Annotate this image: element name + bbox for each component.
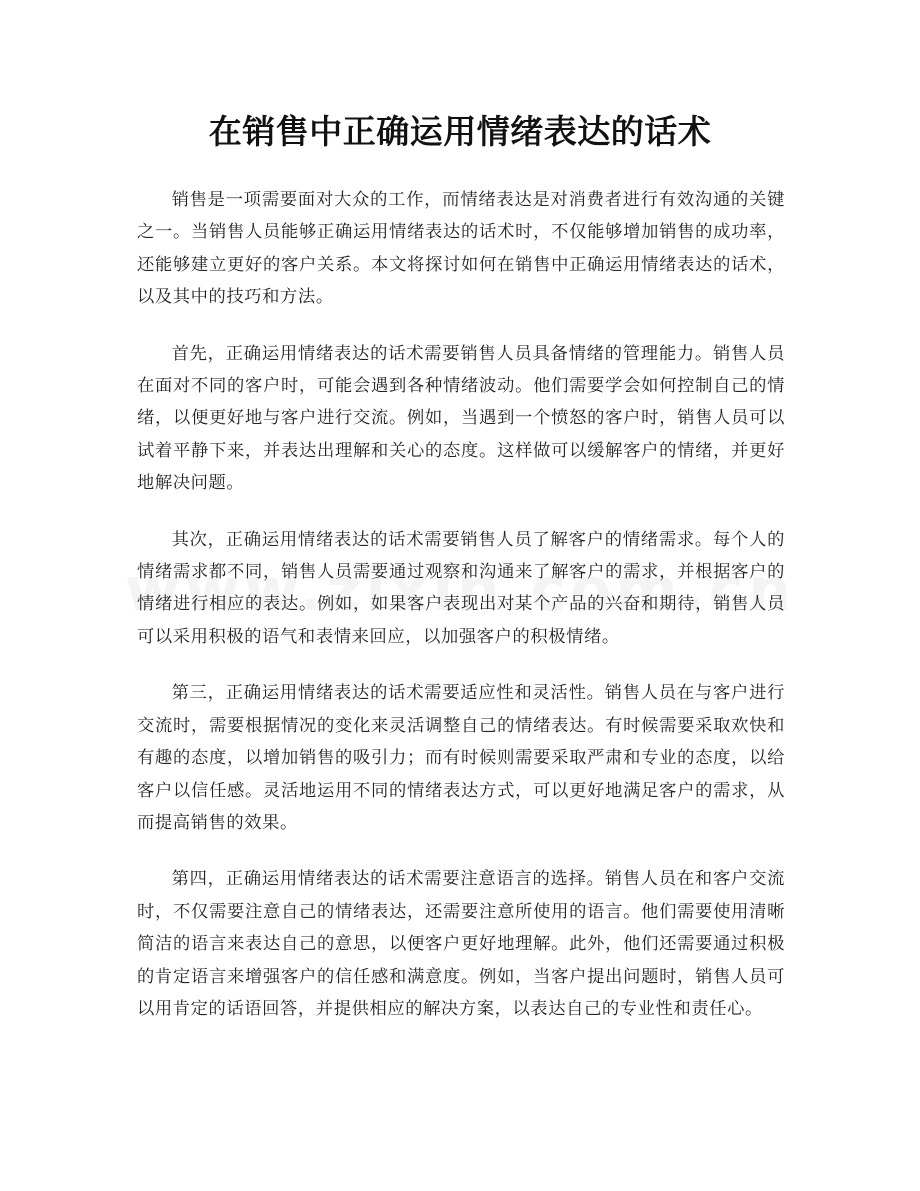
document-body (137, 184, 785, 1049)
paragraph-third: 第三，正确运用情绪表达的话术需要适应性和灵活性。销售人员在与客户进行交流时，需要根据情况的变化来灵活调整自己的情绪表达。有时候需要采取欢快和有趣的态度，以增加销售的吸引力；而有时候则需要采取严肃和专业的态度，以给客户以信任感。灵活地运用不同的情绪表达方式，可以更好地满足客户的需求，从而提高销售的效果。 (137, 683, 785, 833)
document-title: 在销售中正确运用情绪表达的话术 (208, 112, 712, 151)
paragraph-second: 其次，正确运用情绪表达的话术需要销售人员了解客户的情绪需求。每个人的情绪需求都不同，销售人员需要通过观察和沟通来了解客户的需求，并根据客户的情绪进行相应的表达。例如，如果客户表现出对某个产品的兴奋和期待，销售人员可以采用积极的语气和表情来回应，以加强客户的积极情绪。 (137, 529, 785, 647)
paragraph-first: 首先，正确运用情绪表达的话术需要销售人员具备情绪的管理能力。销售人员在面对不同的客户时，可能会遇到各种情绪波动。他们需要学会如何控制自己的情绪，以便更好地与客户进行交流。例如，当遇到一个愤怒的客户时，销售人员可以试着平静下来，并表达出理解和关心的态度。这样做可以缓解客户的情绪，并更好地解决问题。 (137, 343, 785, 494)
paragraph-intro: 销售是一项需要面对大众的工作，而情绪表达是对消费者进行有效沟通的关键之一。当销售人员能够正确运用情绪表达的话术时，不仅能够增加销售的成功率，还能够建立更好的客户关系。本文将探讨如何在销售中正确运用情绪表达的话术，以及其中的技巧和方法。 (137, 190, 785, 308)
paragraph-fourth: 第四，正确运用情绪表达的话术需要注意语言的选择。销售人员在和客户交流时，不仅需要注意自己的情绪表达，还需要注意所使用的语言。他们需要使用清晰简洁的语言来表达自己的意思，以便客户更好地理解。此外，他们还需要通过积极的肯定语言来增强客户的信任感和满意度。例如，当客户提出问题时，销售人员可以用肯定的话语回答，并提供相应的解决方案，以表达自己的专业性和责任心。 (137, 869, 785, 1019)
